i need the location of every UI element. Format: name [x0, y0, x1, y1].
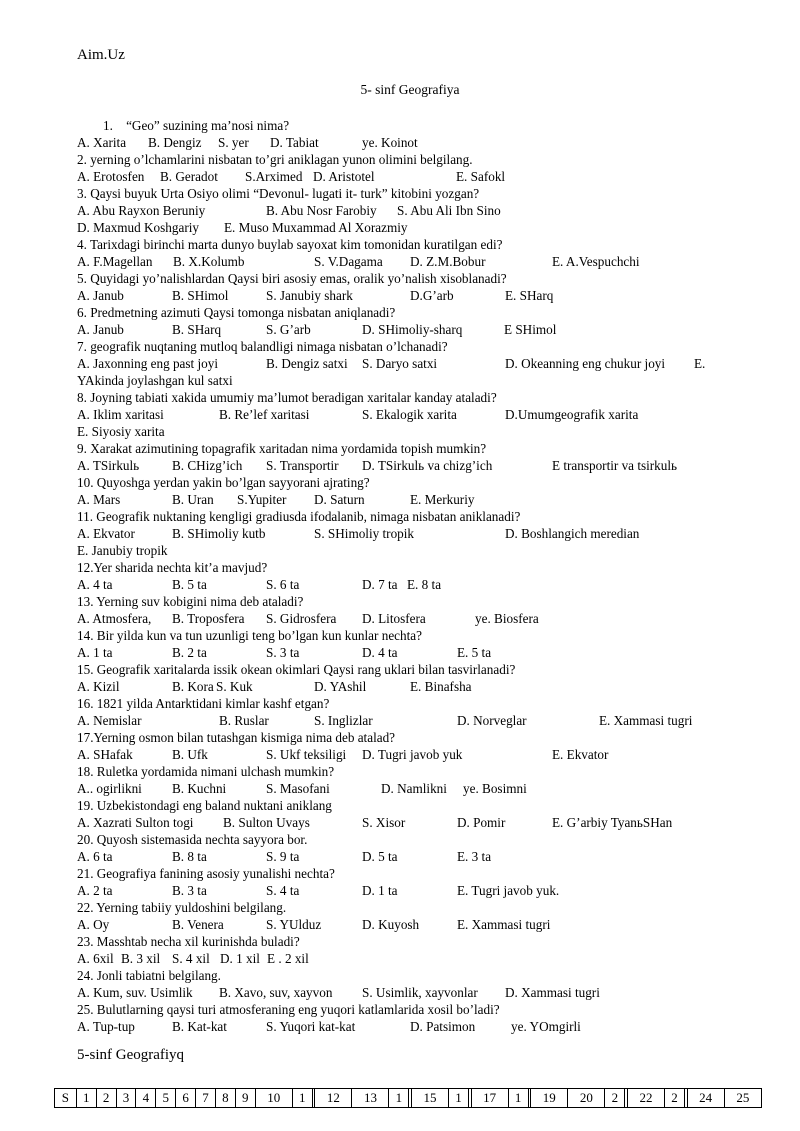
answer-key-cell: 12	[315, 1089, 352, 1108]
answer-key-cell: 3	[116, 1089, 136, 1108]
options-23	[77, 951, 760, 967]
option-a: A. Janub	[77, 288, 124, 303]
answer-key-row	[55, 1089, 762, 1108]
options-4	[77, 254, 760, 270]
question-15: 15. Geografik xaritalarda issik okean okimlari Qaysi rang uklari bilan tasvirlanadi?	[77, 662, 516, 677]
answer-key-cell: 13	[352, 1089, 389, 1108]
option-a: A. Erotosfen	[77, 169, 145, 184]
option-c: S. Yuqori kat-kat	[266, 1019, 356, 1034]
answer-key-cell: S	[55, 1089, 77, 1108]
answer-key-cell: 8	[215, 1089, 235, 1108]
option-e: ye. Koinot	[362, 135, 418, 150]
question-8: 8. Joyning tabiati xakida umumiy ma’lumot beradigan xaritalar kanday ataladi?	[77, 390, 497, 405]
answer-key-cell: 2	[665, 1089, 685, 1108]
option-a: A. Iklim xaritasi	[77, 407, 164, 422]
answer-key-cell: 20	[568, 1089, 605, 1108]
option-b: B. Troposfera	[172, 611, 245, 626]
option-d: D.Umumgeografik xarita	[505, 407, 639, 422]
option-e: E SHimol	[504, 322, 557, 337]
option-e: E. Muso Muxammad Al Xorazmiy	[224, 220, 408, 235]
option-a: A. 4 ta	[77, 577, 113, 592]
option-c: S. Xisor	[362, 815, 406, 830]
option-a: A.. ogirlikni	[77, 781, 142, 796]
question-5: 5. Quyidagi yo’nalishlardan Qaysi biri asosiy emas, oralik yo’nalish xisoblanadi?	[77, 271, 507, 286]
option-b: B. SHimol	[172, 288, 229, 303]
option-c: S. 3 ta	[266, 645, 300, 660]
options-10	[77, 492, 760, 508]
question-16: 16. 1821 yilda Antarktidani kimlar kashf etgan?	[77, 696, 330, 711]
option-b: B. SHarq	[172, 322, 222, 337]
option-a: A. 1 ta	[77, 645, 113, 660]
option-b: B. Xavo, suv, xayvon	[219, 985, 333, 1000]
question-14: 14. Bir yilda kun va tun uzunligi teng bo’lgan kun kunlar nechta?	[77, 628, 422, 643]
option-a: A. SHafak	[77, 747, 133, 762]
option-a: A. TSirkulь	[77, 458, 140, 473]
question-20: 20. Quyosh sistemasida nechta sayyora bor.	[77, 832, 308, 847]
option-c: S. Masofani	[266, 781, 330, 796]
option-e: E. SHarq	[505, 288, 554, 303]
option-a: A. 6 ta	[77, 849, 113, 864]
option-b: B. Kora	[172, 679, 214, 694]
option-d: D. Norveglar	[457, 713, 527, 728]
options-8	[77, 407, 760, 423]
option-b: B. SHimoliy kutb	[172, 526, 266, 541]
options-17	[77, 747, 760, 763]
answer-key-cell: 1	[389, 1089, 409, 1108]
answer-key-cell: 19	[531, 1089, 568, 1108]
option-d: D.G’arb	[410, 288, 454, 303]
option-d: D. Aristotel	[313, 169, 375, 184]
option-c: S. 9 ta	[266, 849, 300, 864]
options-18	[77, 781, 760, 797]
option-d: D. Kuyosh	[362, 917, 420, 932]
option-c: S. Ekalogik xarita	[362, 407, 457, 422]
option-a: A. Kum, suv. Usimlik	[77, 985, 193, 1000]
option-e: E. Ekvator	[552, 747, 609, 762]
option-c: S. 4 xil	[172, 951, 210, 966]
option-e: ye. YOmgirli	[511, 1019, 581, 1034]
answer-key-cell: 25	[724, 1089, 761, 1108]
option-b: B. Kuchni	[172, 781, 227, 796]
option-b: B. CHizg’ich	[172, 458, 243, 473]
question-9: 9. Xarakat azimutining topagrafik xaritadan nima yordamida topish mumkin?	[77, 441, 487, 456]
option-d: D. 1 xil	[220, 951, 260, 966]
answer-key-cell: 5	[156, 1089, 176, 1108]
option-e: ye. Bosimni	[463, 781, 527, 796]
answer-key-cell: 4	[136, 1089, 156, 1108]
option-c: S. SHimoliy tropik	[314, 526, 415, 541]
option-a: A. Tup-tup	[77, 1019, 135, 1034]
option-b: B. Ufk	[172, 747, 208, 762]
page-title: 5- sinf Geografiya	[360, 82, 460, 97]
option-d: D. Z.M.Bobur	[410, 254, 486, 269]
option-c: S. Usimlik, xayvonlar	[362, 985, 478, 1000]
options-2	[77, 169, 760, 185]
option-d: D. SHimoliy-sharq	[362, 322, 463, 337]
question-24: 24. Jonli tabiatni belgilang.	[77, 968, 221, 983]
option-b: B. Kat-kat	[172, 1019, 227, 1034]
option-b: B. 3 ta	[172, 883, 207, 898]
option-e: E. Xammasi tugri	[457, 917, 551, 932]
option-e: E. Siyosiy xarita	[77, 424, 165, 439]
options-11b	[77, 543, 760, 559]
options-16	[77, 713, 760, 729]
option-d: D. Namlikni	[381, 781, 447, 796]
options-1	[77, 135, 760, 151]
option-c: S. YUlduz	[266, 917, 322, 932]
answer-key-table	[54, 1088, 762, 1108]
answer-key-cell: 2	[96, 1089, 116, 1108]
question-23: 23. Masshtab necha xil kurinishda buladi?	[77, 934, 300, 949]
option-e: ye. Biosfera	[475, 611, 539, 626]
option-e: E. Merkuriy	[410, 492, 475, 507]
option-c: S. Transportir	[266, 458, 339, 473]
option-e: E. Janubiy tropik	[77, 543, 168, 558]
option-b: B. Dengiz	[148, 135, 202, 150]
option-c: S. Ukf teksiligi	[266, 747, 347, 762]
option-a: A. Nemislar	[77, 713, 142, 728]
option-e: E. 8 ta	[407, 577, 442, 592]
option-d: D. 1 ta	[362, 883, 398, 898]
question-1	[103, 118, 289, 134]
option-c: S. yer	[218, 135, 249, 150]
option-a: A. Ekvator	[77, 526, 135, 541]
answer-key-cell: 9	[235, 1089, 255, 1108]
option-b: B. 2 ta	[172, 645, 207, 660]
option-b: B. Geradot	[160, 169, 218, 184]
option-d: D. YAshil	[314, 679, 367, 694]
question-25: 25. Bulutlarning qaysi turi atmosferaning eng yuqori katlamlarida xosil bo’ladi?	[77, 1002, 500, 1017]
option-a: A. Xarita	[77, 135, 127, 150]
option-a: A. 6xil	[77, 951, 114, 966]
option-d: D. Litosfera	[362, 611, 426, 626]
option-a: A. Atmosfera,	[77, 611, 152, 626]
option-c: S. Abu Ali Ibn Sino	[397, 203, 501, 218]
question-6: 6. Predmetning azimuti Qaysi tomonga nisbatan aniqlanadi?	[77, 305, 396, 320]
options-14	[77, 645, 760, 661]
option-d: D. Patsimon	[410, 1019, 476, 1034]
answer-key-cell: 24	[687, 1089, 724, 1108]
answer-key-cell: 2	[605, 1089, 625, 1108]
option-d: D. Pomir	[457, 815, 506, 830]
option-d: D. Maxmud Koshgariy	[77, 220, 199, 235]
question-19: 19. Uzbekistondagi eng baland nuktani aniklang	[77, 798, 332, 813]
option-c: S.Yupiter	[237, 492, 287, 507]
option-d: D. Okeanning eng chukur joyi	[505, 356, 666, 371]
answer-key-cell: 10	[255, 1089, 292, 1108]
answer-key-cell: 7	[196, 1089, 216, 1108]
question-3: 3. Qaysi buyuk Urta Osiyo olimi “Devonul- lugati it- turk” kitobini yozgan?	[77, 186, 480, 201]
option-a: A. Oy	[77, 917, 110, 932]
option-b: B. Dengiz satxi	[266, 356, 348, 371]
option-e: E. Safokl	[456, 169, 506, 184]
question-18: 18. Ruletka yordamida nimani ulchash mumkin?	[77, 764, 335, 779]
option-c: S. V.Dagama	[314, 254, 383, 269]
option-b: B. Ruslar	[219, 713, 269, 728]
option-e: E. A.Vespuchchi	[552, 254, 640, 269]
question-13: 13. Yerning suv kobigini nima deb ataladi?	[77, 594, 304, 609]
option-b: B. Venera	[172, 917, 224, 932]
option-b: B. Uran	[172, 492, 214, 507]
option-a: A. Kizil	[77, 679, 120, 694]
option-a: A. Mars	[77, 492, 121, 507]
question-2: 2. yerning o’lchamlarini nisbatan to’gri aniklagan yunon olimini belgilang.	[77, 152, 473, 167]
option-e: E. G’arbiy TyanьSHan	[552, 815, 673, 830]
options-12	[77, 577, 760, 593]
option-b: B. 3 xil	[121, 951, 161, 966]
option-c: S. Inglizlar	[314, 713, 373, 728]
answer-key-cell: 1	[449, 1089, 469, 1108]
option-e: E. Binafsha	[410, 679, 472, 694]
option-e: E. 3 ta	[457, 849, 492, 864]
options-5	[77, 288, 760, 304]
options-19	[77, 815, 760, 831]
answer-key-cell: 17	[471, 1089, 508, 1108]
options-20	[77, 849, 760, 865]
option-c: S. Kuk	[216, 679, 253, 694]
options-7b	[77, 373, 760, 389]
question-21: 21. Geografiya fanining asosiy yunalishi nechta?	[77, 866, 335, 881]
option-b: B. 5 ta	[172, 577, 207, 592]
option-b: B. Re’lef xaritasi	[219, 407, 310, 422]
option-d: D. 5 ta	[362, 849, 398, 864]
question-11: 11. Geografik nuktaning kengligi gradiusda ifodalanib, nimaga nisbatan aniklanadi?	[77, 509, 521, 524]
option-c: S. G’arb	[266, 322, 311, 337]
options-15	[77, 679, 760, 695]
options-22	[77, 917, 760, 933]
question-17: 17.Yerning osmon bilan tutashgan kismiga nima deb atalad?	[77, 730, 396, 745]
options-8b	[77, 424, 760, 440]
options-9	[77, 458, 760, 474]
footer-title: 5-sinf Geografiyq	[77, 1047, 185, 1063]
options-13	[77, 611, 760, 627]
options-3b	[77, 220, 760, 236]
option-d: D. TSirkulь va chizg’ich	[362, 458, 493, 473]
options-3	[77, 203, 760, 219]
option-d: D. Boshlangich meredian	[505, 526, 640, 541]
question-4: 4. Tarixdagi birinchi marta dunyo buylab sayoxat kim tomonidan kuratilgan edi?	[77, 237, 503, 252]
option-e: E. Tugri javob yuk.	[457, 883, 560, 898]
option-a: A. Jaxonning eng past joyi	[77, 356, 219, 371]
question-10: 10. Quyoshga yerdan yakin bo’lgan sayyorani ajrating?	[77, 475, 370, 490]
question-12: 12.Yer sharida nechta kit’a mavjud?	[77, 560, 268, 575]
site-header: Aim.Uz	[77, 47, 125, 63]
question-22: 22. Yerning tabiiy yuldoshini belgilang.	[77, 900, 287, 915]
option-c: S. 4 ta	[266, 883, 300, 898]
option-a: A. Abu Rayxon Beruniy	[77, 203, 206, 218]
option-d: D. 4 ta	[362, 645, 398, 660]
option-a: A. Xazrati Sulton togi	[77, 815, 194, 830]
options-11	[77, 526, 760, 542]
option-d: D. Tabiat	[270, 135, 319, 150]
option-c: S. 6 ta	[266, 577, 300, 592]
answer-key-cell: 1	[76, 1089, 96, 1108]
option-d: D. Tugri javob yuk	[362, 747, 463, 762]
question-number: 1.	[103, 118, 113, 133]
option-a: A. 2 ta	[77, 883, 113, 898]
option-e-text: YAkinda joylashgan kul satxi	[77, 373, 233, 388]
answer-key-cell: 6	[176, 1089, 196, 1108]
option-b: B. X.Kolumb	[173, 254, 245, 269]
option-b: B. Sulton Uvays	[223, 815, 310, 830]
option-a: A. F.Magellan	[77, 254, 153, 269]
option-a: A. Janub	[77, 322, 124, 337]
answer-key-cell: 15	[412, 1089, 449, 1108]
option-e: E. 5 ta	[457, 645, 492, 660]
answer-key-cell: 22	[627, 1089, 664, 1108]
question-7: 7. geografik nuqtaning mutloq balandligi nimaga nisbatan o’lchanadi?	[77, 339, 448, 354]
option-b: B. 8 ta	[172, 849, 207, 864]
answer-key-cell: 1	[292, 1089, 312, 1108]
option-e: E . 2 xil	[267, 951, 309, 966]
options-7	[77, 356, 760, 372]
option-d: D. 7 ta	[362, 577, 398, 592]
option-d: D. Saturn	[314, 492, 365, 507]
options-24	[77, 985, 760, 1001]
question-text: “Geo” suzining ma’nosi nima?	[126, 118, 290, 133]
options-25	[77, 1019, 760, 1035]
option-e: E transportir va tsirkulь	[552, 458, 678, 473]
option-c: S. Gidrosfera	[266, 611, 337, 626]
options-21	[77, 883, 760, 899]
option-b: B. Abu Nosr Farobiy	[266, 203, 377, 218]
options-6	[77, 322, 760, 338]
option-c: S. Janubiy shark	[266, 288, 353, 303]
option-c: S.Arximed	[245, 169, 303, 184]
option-c: S. Daryo satxi	[362, 356, 438, 371]
option-d: D. Xammasi tugri	[505, 985, 600, 1000]
option-e: E. Xammasi tugri	[599, 713, 693, 728]
answer-key-cell: 1	[508, 1089, 528, 1108]
option-e: E.	[694, 356, 706, 371]
